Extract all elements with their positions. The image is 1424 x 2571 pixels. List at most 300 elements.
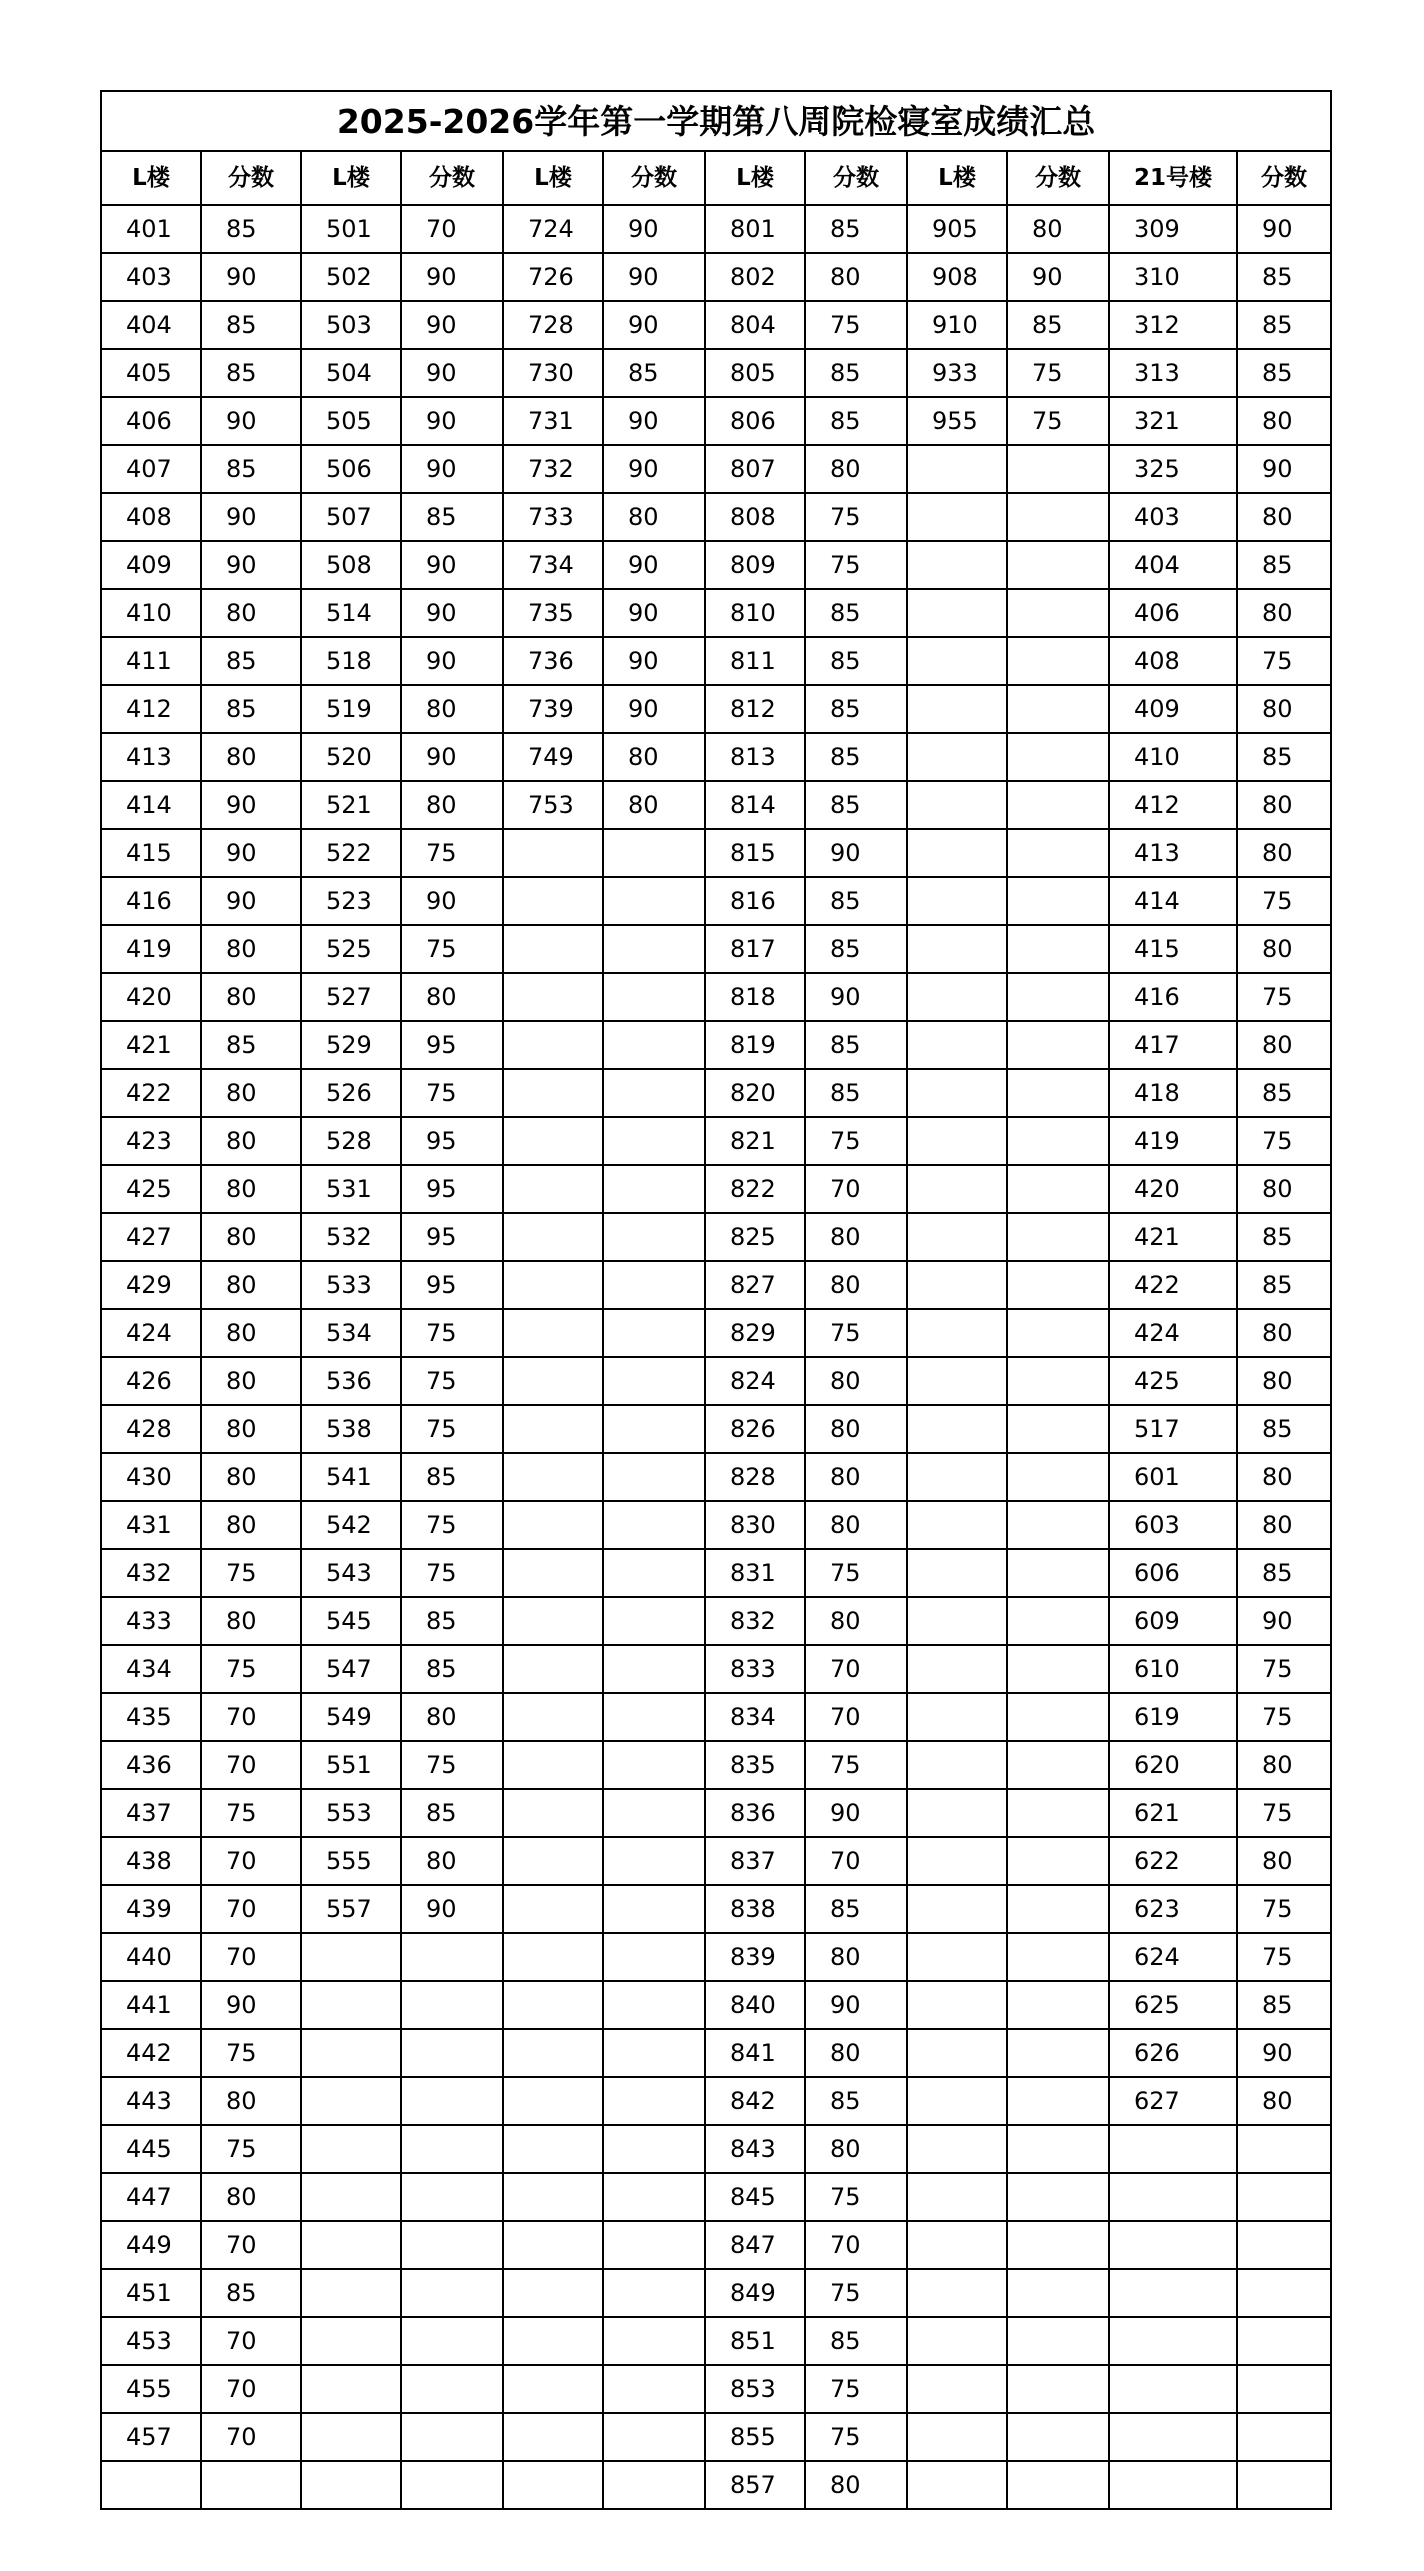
room-number-cell: 416: [101, 877, 201, 925]
score-cell: [401, 2413, 503, 2461]
score-cell: [401, 2221, 503, 2269]
score-cell: [603, 1885, 705, 1933]
room-number-cell: 829: [705, 1309, 805, 1357]
room-number-cell: [907, 1261, 1007, 1309]
score-cell: [1007, 1597, 1109, 1645]
score-cell: 90: [401, 637, 503, 685]
score-cell: 80: [201, 1069, 301, 1117]
room-number-cell: [907, 925, 1007, 973]
table-body: [101, 205, 1331, 2509]
room-number-cell: 536: [301, 1357, 401, 1405]
score-cell: 70: [201, 2413, 301, 2461]
room-number-cell: [907, 1405, 1007, 1453]
room-number-cell: 606: [1109, 1549, 1237, 1597]
score-cell: 80: [201, 973, 301, 1021]
room-number-cell: [301, 2125, 401, 2173]
score-cell: 85: [805, 205, 907, 253]
room-number-cell: 401: [101, 205, 201, 253]
column-header-building: L楼: [907, 151, 1007, 205]
room-number-cell: [1109, 2173, 1237, 2221]
score-cell: [401, 2269, 503, 2317]
room-number-cell: [907, 2125, 1007, 2173]
room-number-cell: [907, 2269, 1007, 2317]
room-number-cell: 749: [503, 733, 603, 781]
room-number-cell: 836: [705, 1789, 805, 1837]
room-number-cell: 523: [301, 877, 401, 925]
room-number-cell: [503, 2269, 603, 2317]
score-cell: 85: [201, 349, 301, 397]
score-cell: [1007, 1405, 1109, 1453]
score-cell: 90: [401, 397, 503, 445]
score-cell: [401, 2029, 503, 2077]
room-number-cell: 824: [705, 1357, 805, 1405]
score-cell: [603, 2365, 705, 2413]
score-cell: [1007, 1117, 1109, 1165]
score-cell: 85: [1007, 301, 1109, 349]
score-cell: [401, 2125, 503, 2173]
score-cell: 80: [1237, 493, 1331, 541]
room-number-cell: [907, 973, 1007, 1021]
score-cell: 75: [1237, 1933, 1331, 1981]
table-row: [101, 445, 1331, 493]
score-cell: 70: [201, 1693, 301, 1741]
room-number-cell: [907, 829, 1007, 877]
score-cell: 90: [603, 685, 705, 733]
score-cell: 75: [1007, 397, 1109, 445]
score-cell: [603, 1261, 705, 1309]
room-number-cell: 626: [1109, 2029, 1237, 2077]
room-number-cell: 435: [101, 1693, 201, 1741]
room-number-cell: 415: [1109, 925, 1237, 973]
room-number-cell: 413: [1109, 829, 1237, 877]
room-number-cell: [503, 2365, 603, 2413]
score-cell: [603, 877, 705, 925]
score-cell: 90: [201, 253, 301, 301]
room-number-cell: 425: [1109, 1357, 1237, 1405]
room-number-cell: 434: [101, 1645, 201, 1693]
room-number-cell: [907, 1789, 1007, 1837]
score-cell: 75: [1237, 877, 1331, 925]
room-number-cell: 449: [101, 2221, 201, 2269]
room-number-cell: 811: [705, 637, 805, 685]
score-cell: 85: [805, 781, 907, 829]
room-number-cell: 826: [705, 1405, 805, 1453]
title-row: [101, 91, 1331, 151]
room-number-cell: 412: [101, 685, 201, 733]
room-number-cell: [907, 1549, 1007, 1597]
score-cell: 80: [401, 1693, 503, 1741]
table-row: [101, 493, 1331, 541]
room-number-cell: [503, 1069, 603, 1117]
score-cell: 85: [401, 1453, 503, 1501]
score-cell: [603, 2413, 705, 2461]
room-number-cell: 730: [503, 349, 603, 397]
room-number-cell: [301, 2317, 401, 2365]
table-row: [101, 1501, 1331, 1549]
score-cell: [603, 1021, 705, 1069]
score-cell: 85: [1237, 1981, 1331, 2029]
score-cell: 90: [201, 397, 301, 445]
score-cell: [603, 1645, 705, 1693]
score-cell: 90: [401, 301, 503, 349]
score-cell: 75: [805, 2365, 907, 2413]
table-row: [101, 1261, 1331, 1309]
room-number-cell: 312: [1109, 301, 1237, 349]
room-number-cell: 418: [1109, 1069, 1237, 1117]
room-number-cell: [907, 1309, 1007, 1357]
score-cell: [603, 2269, 705, 2317]
room-number-cell: 517: [1109, 1405, 1237, 1453]
room-number-cell: 807: [705, 445, 805, 493]
room-number-cell: 520: [301, 733, 401, 781]
room-number-cell: 310: [1109, 253, 1237, 301]
table-row: [101, 829, 1331, 877]
room-number-cell: 805: [705, 349, 805, 397]
room-number-cell: 837: [705, 1837, 805, 1885]
score-cell: 85: [805, 2077, 907, 2125]
score-cell: [1237, 2461, 1331, 2509]
room-number-cell: 827: [705, 1261, 805, 1309]
score-cell: 85: [401, 1645, 503, 1693]
room-number-cell: [503, 1501, 603, 1549]
room-number-cell: 955: [907, 397, 1007, 445]
score-cell: 70: [201, 1885, 301, 1933]
score-cell: 85: [805, 685, 907, 733]
room-number-cell: 818: [705, 973, 805, 1021]
table-row: [101, 1741, 1331, 1789]
score-cell: 80: [201, 1261, 301, 1309]
score-cell: 85: [805, 1885, 907, 1933]
room-number-cell: 429: [101, 1261, 201, 1309]
score-cell: 80: [1237, 1357, 1331, 1405]
room-number-cell: 403: [101, 253, 201, 301]
score-cell: [603, 1549, 705, 1597]
score-cell: 80: [201, 589, 301, 637]
table-row: [101, 1405, 1331, 1453]
score-cell: [603, 829, 705, 877]
room-number-cell: 414: [101, 781, 201, 829]
room-number-cell: 542: [301, 1501, 401, 1549]
room-number-cell: 820: [705, 1069, 805, 1117]
room-number-cell: 424: [101, 1309, 201, 1357]
room-number-cell: 801: [705, 205, 805, 253]
room-number-cell: 731: [503, 397, 603, 445]
room-number-cell: 736: [503, 637, 603, 685]
score-cell: 70: [805, 1693, 907, 1741]
score-cell: 70: [805, 1645, 907, 1693]
score-cell: 85: [805, 733, 907, 781]
room-number-cell: 809: [705, 541, 805, 589]
room-number-cell: [1109, 2365, 1237, 2413]
room-number-cell: 508: [301, 541, 401, 589]
score-cell: 85: [201, 685, 301, 733]
room-number-cell: [503, 1789, 603, 1837]
score-cell: [1007, 1261, 1109, 1309]
room-number-cell: 840: [705, 1981, 805, 2029]
score-cell: 90: [201, 493, 301, 541]
score-cell: 75: [1007, 349, 1109, 397]
room-number-cell: 812: [705, 685, 805, 733]
room-number-cell: 831: [705, 1549, 805, 1597]
room-number-cell: 321: [1109, 397, 1237, 445]
room-number-cell: 416: [1109, 973, 1237, 1021]
score-cell: 80: [1237, 1741, 1331, 1789]
score-cell: [1007, 781, 1109, 829]
room-number-cell: 528: [301, 1117, 401, 1165]
room-number-cell: [503, 877, 603, 925]
table-row: [101, 733, 1331, 781]
table-row: [101, 1645, 1331, 1693]
table-row: [101, 2413, 1331, 2461]
table-row: [101, 685, 1331, 733]
score-cell: 75: [805, 1309, 907, 1357]
room-number-cell: [301, 2413, 401, 2461]
room-number-cell: [301, 2077, 401, 2125]
room-number-cell: 843: [705, 2125, 805, 2173]
room-number-cell: [503, 1165, 603, 1213]
score-cell: 80: [1237, 1021, 1331, 1069]
table-row: [101, 1021, 1331, 1069]
table-row: [101, 973, 1331, 1021]
score-cell: 75: [401, 1069, 503, 1117]
table-row: [101, 1309, 1331, 1357]
score-cell: [1007, 973, 1109, 1021]
score-cell: 90: [1237, 445, 1331, 493]
score-cell: 80: [201, 2173, 301, 2221]
score-cell: 90: [603, 205, 705, 253]
room-number-cell: 424: [1109, 1309, 1237, 1357]
score-table: [100, 90, 1332, 2510]
score-cell: 80: [201, 1117, 301, 1165]
score-cell: 75: [1237, 637, 1331, 685]
room-number-cell: [907, 877, 1007, 925]
score-cell: [401, 2173, 503, 2221]
room-number-cell: [1109, 2317, 1237, 2365]
score-cell: [201, 2461, 301, 2509]
score-cell: [603, 1933, 705, 1981]
score-cell: 90: [603, 397, 705, 445]
score-cell: 80: [201, 733, 301, 781]
room-number-cell: [1109, 2125, 1237, 2173]
room-number-cell: 851: [705, 2317, 805, 2365]
score-cell: 75: [201, 2029, 301, 2077]
score-cell: 75: [401, 1501, 503, 1549]
score-cell: 70: [201, 2221, 301, 2269]
room-number-cell: 814: [705, 781, 805, 829]
table-row: [101, 397, 1331, 445]
column-header-score: 分数: [401, 151, 503, 205]
table-row: [101, 349, 1331, 397]
room-number-cell: 832: [705, 1597, 805, 1645]
room-number-cell: 407: [101, 445, 201, 493]
room-number-cell: [503, 1117, 603, 1165]
table-row: [101, 2317, 1331, 2365]
score-cell: 75: [401, 925, 503, 973]
score-cell: [1007, 1885, 1109, 1933]
room-number-cell: 734: [503, 541, 603, 589]
score-cell: 80: [805, 1261, 907, 1309]
room-number-cell: 505: [301, 397, 401, 445]
room-number-cell: 455: [101, 2365, 201, 2413]
room-number-cell: 419: [101, 925, 201, 973]
score-cell: [1007, 2461, 1109, 2509]
score-cell: 90: [401, 589, 503, 637]
room-number-cell: 753: [503, 781, 603, 829]
page-title: 2025-2026学年第一学期第八周院检寝室成绩汇总: [101, 91, 1331, 151]
room-number-cell: [907, 2317, 1007, 2365]
room-number-cell: 417: [1109, 1021, 1237, 1069]
score-cell: [603, 1501, 705, 1549]
score-cell: 85: [1237, 1069, 1331, 1117]
score-cell: 75: [1237, 1885, 1331, 1933]
room-number-cell: 828: [705, 1453, 805, 1501]
score-cell: 90: [201, 877, 301, 925]
room-number-cell: 830: [705, 1501, 805, 1549]
score-cell: 85: [1237, 253, 1331, 301]
score-cell: 90: [401, 445, 503, 493]
room-number-cell: 834: [705, 1693, 805, 1741]
room-number-cell: 405: [101, 349, 201, 397]
score-cell: 85: [1237, 541, 1331, 589]
score-cell: [1237, 2269, 1331, 2317]
score-cell: 80: [805, 253, 907, 301]
score-cell: [603, 1357, 705, 1405]
table-row: [101, 1693, 1331, 1741]
score-cell: 90: [401, 877, 503, 925]
room-number-cell: 538: [301, 1405, 401, 1453]
room-number-cell: 609: [1109, 1597, 1237, 1645]
room-number-cell: 507: [301, 493, 401, 541]
room-number-cell: [503, 2221, 603, 2269]
room-number-cell: 442: [101, 2029, 201, 2077]
room-number-cell: 601: [1109, 1453, 1237, 1501]
score-cell: 75: [1237, 973, 1331, 1021]
score-cell: 70: [201, 2365, 301, 2413]
room-number-cell: 549: [301, 1693, 401, 1741]
column-header-building: L楼: [503, 151, 603, 205]
room-number-cell: 421: [101, 1021, 201, 1069]
score-cell: 80: [201, 925, 301, 973]
room-number-cell: [907, 2221, 1007, 2269]
room-number-cell: [503, 1405, 603, 1453]
room-number-cell: 555: [301, 1837, 401, 1885]
room-number-cell: [301, 2461, 401, 2509]
table-row: [101, 1597, 1331, 1645]
score-cell: 90: [401, 733, 503, 781]
room-number-cell: [907, 445, 1007, 493]
room-number-cell: 431: [101, 1501, 201, 1549]
room-number-cell: 905: [907, 205, 1007, 253]
table-row: [101, 1453, 1331, 1501]
room-number-cell: 409: [1109, 685, 1237, 733]
room-number-cell: 436: [101, 1741, 201, 1789]
score-cell: [1007, 2365, 1109, 2413]
room-number-cell: [907, 2365, 1007, 2413]
room-number-cell: 610: [1109, 1645, 1237, 1693]
score-cell: 80: [805, 1357, 907, 1405]
score-cell: 85: [805, 349, 907, 397]
room-number-cell: 833: [705, 1645, 805, 1693]
score-cell: 95: [401, 1165, 503, 1213]
room-number-cell: [907, 1645, 1007, 1693]
score-cell: 80: [805, 1933, 907, 1981]
room-number-cell: [907, 1213, 1007, 1261]
room-number-cell: [1109, 2269, 1237, 2317]
score-cell: 75: [401, 1309, 503, 1357]
room-number-cell: [907, 1837, 1007, 1885]
score-cell: 85: [201, 205, 301, 253]
header-row: [101, 151, 1331, 205]
room-number-cell: [907, 1021, 1007, 1069]
score-cell: 80: [603, 733, 705, 781]
column-header-building: L楼: [101, 151, 201, 205]
score-cell: 75: [805, 301, 907, 349]
score-cell: [1007, 1933, 1109, 1981]
table-row: [101, 205, 1331, 253]
score-cell: 90: [1237, 1597, 1331, 1645]
room-number-cell: [1109, 2461, 1237, 2509]
table-row: [101, 253, 1331, 301]
score-cell: [1007, 1309, 1109, 1357]
score-cell: 85: [401, 1597, 503, 1645]
score-cell: [401, 2365, 503, 2413]
score-cell: [1007, 1453, 1109, 1501]
room-number-cell: 408: [1109, 637, 1237, 685]
table-row: [101, 2125, 1331, 2173]
score-cell: [1007, 2125, 1109, 2173]
room-number-cell: 420: [1109, 1165, 1237, 1213]
room-number-cell: [503, 2029, 603, 2077]
score-cell: 85: [805, 877, 907, 925]
table-row: [101, 1213, 1331, 1261]
table-row: [101, 1789, 1331, 1837]
room-number-cell: [301, 2029, 401, 2077]
room-number-cell: 409: [101, 541, 201, 589]
room-number-cell: [101, 2461, 201, 2509]
column-header-building: 21号楼: [1109, 151, 1237, 205]
score-cell: [603, 1741, 705, 1789]
room-number-cell: [907, 2413, 1007, 2461]
room-number-cell: 426: [101, 1357, 201, 1405]
room-number-cell: 427: [101, 1213, 201, 1261]
room-number-cell: 815: [705, 829, 805, 877]
room-number-cell: 445: [101, 2125, 201, 2173]
score-cell: 75: [401, 1741, 503, 1789]
room-number-cell: 847: [705, 2221, 805, 2269]
score-cell: 85: [603, 349, 705, 397]
score-cell: 80: [1237, 685, 1331, 733]
score-cell: 90: [805, 1789, 907, 1837]
score-cell: 80: [805, 1453, 907, 1501]
score-cell: [1007, 1165, 1109, 1213]
room-number-cell: 822: [705, 1165, 805, 1213]
room-number-cell: [503, 1933, 603, 1981]
room-number-cell: [503, 1741, 603, 1789]
score-cell: 95: [401, 1261, 503, 1309]
room-number-cell: 603: [1109, 1501, 1237, 1549]
score-cell: [1007, 493, 1109, 541]
score-cell: 90: [603, 541, 705, 589]
room-number-cell: 551: [301, 1741, 401, 1789]
room-number-cell: 453: [101, 2317, 201, 2365]
room-number-cell: 627: [1109, 2077, 1237, 2125]
room-number-cell: 421: [1109, 1213, 1237, 1261]
score-cell: 85: [805, 1021, 907, 1069]
room-number-cell: [301, 1933, 401, 1981]
score-cell: 75: [401, 829, 503, 877]
room-number-cell: [503, 1357, 603, 1405]
score-cell: 85: [201, 445, 301, 493]
